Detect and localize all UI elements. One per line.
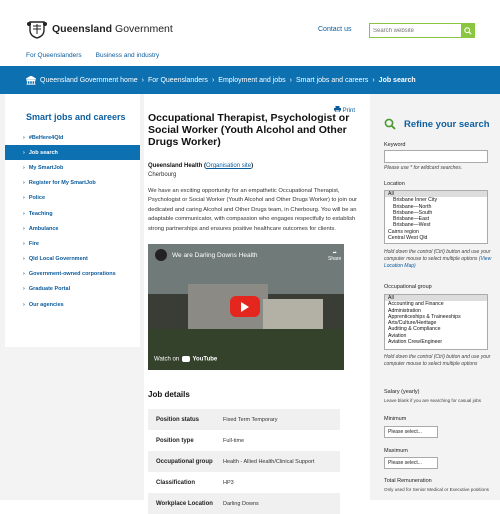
chevron-right-icon: › — [23, 164, 25, 171]
sidebar-title[interactable]: Smart jobs and careers — [26, 112, 126, 122]
chevron-right-icon: › — [289, 76, 292, 84]
select-option[interactable]: Brisbane Inner City — [393, 197, 438, 204]
sidebar-item-label: Fire — [28, 240, 39, 247]
play-button[interactable] — [230, 296, 260, 317]
table-row — [148, 409, 340, 430]
chevron-right-icon: › — [23, 180, 25, 187]
sidebar-item-label: Graduate Portal — [28, 286, 71, 293]
youtube-wordmark: YouTube — [192, 356, 218, 363]
chevron-right-icon: › — [23, 134, 25, 141]
chevron-right-icon: › — [23, 301, 25, 308]
table-row — [148, 493, 340, 514]
detail-label: Classification — [156, 479, 196, 486]
contact-us-link[interactable]: Contact us — [318, 26, 352, 33]
search-input[interactable] — [370, 24, 462, 37]
select-option[interactable]: Cairns region — [388, 228, 419, 235]
minimum-value: Please select... — [388, 429, 422, 435]
video-title[interactable]: We are Darling Downs Health — [172, 252, 258, 259]
select-option[interactable]: Brisbane—West — [393, 222, 431, 229]
crumb-home[interactable]: Queensland Government home — [40, 76, 138, 84]
sidebar-item[interactable] — [5, 191, 140, 206]
video-player[interactable] — [148, 244, 344, 370]
sidebar-item[interactable] — [5, 145, 140, 160]
select-option[interactable]: Central West Qld — [388, 235, 428, 242]
location-select[interactable] — [384, 190, 488, 244]
job-location: Cherbourg — [148, 172, 177, 178]
organisation-site-link[interactable]: Organisation site — [206, 163, 252, 169]
top-nav — [26, 52, 159, 59]
location-hint-text: Hold down the control (Ctrl) button and use your computer mouse to select multiple options — [384, 249, 491, 262]
table-row — [148, 451, 340, 472]
select-option[interactable]: Apprenticeships & Traineeships — [388, 313, 461, 320]
occupational-group-hint: Hold down the control (Ctrl) button and use your computer mouse to select multiple options — [384, 354, 491, 367]
keyword-input[interactable] — [384, 150, 488, 163]
sidebar-item-label: Job search — [28, 149, 58, 156]
chevron-right-icon: › — [23, 240, 25, 247]
sidebar-item-label: Qld Local Government — [28, 256, 88, 263]
sidebar-item-label: Our agencies — [28, 301, 64, 308]
keyword-label: Keyword — [384, 142, 406, 148]
employer-name: Queensland Health — [148, 163, 203, 169]
channel-avatar[interactable] — [154, 248, 168, 262]
share-icon: ➦ — [332, 250, 337, 256]
salary-label: Salary (yearly) — [384, 389, 420, 395]
refine-search-panel — [376, 100, 495, 500]
occupational-group-select[interactable] — [384, 294, 488, 350]
sidebar-item[interactable] — [5, 130, 140, 145]
site-search — [369, 23, 475, 38]
total-remuneration-hint: Only used for Senior Medical or Executive positions — [384, 487, 489, 492]
minimum-select[interactable] — [384, 426, 438, 438]
search-icon — [464, 27, 472, 35]
refine-heading — [384, 118, 490, 130]
site-header — [0, 0, 500, 64]
chevron-right-icon: › — [23, 149, 25, 156]
location-label: Location — [384, 181, 405, 187]
detail-value: Full-time — [223, 437, 245, 444]
section-nav — [5, 94, 140, 347]
detail-label: Position status — [156, 416, 200, 423]
maximum-value: Please select... — [388, 460, 422, 466]
sidebar-item[interactable] — [5, 160, 140, 175]
crumb-for-queenslanders[interactable]: For Queenslanders — [148, 76, 208, 84]
search-button[interactable] — [461, 24, 474, 37]
employer: Queensland Health (Organisation site) — [148, 163, 254, 169]
chevron-right-icon: › — [23, 271, 25, 278]
watch-prefix: Watch on — [154, 356, 180, 363]
crumb-smart-jobs[interactable]: Smart jobs and careers — [295, 76, 369, 84]
crest-icon — [26, 18, 48, 40]
select-option[interactable]: All — [385, 191, 487, 197]
share-button[interactable] — [328, 250, 341, 262]
sidebar-item-label: Ambulance — [28, 225, 59, 232]
detail-value: Health - Allied Health/Clinical Support — [223, 458, 315, 465]
select-option[interactable]: Accounting and Finance — [388, 301, 444, 308]
detail-value: HP3 — [223, 479, 234, 486]
select-option[interactable]: Auditing & Compliance — [388, 326, 441, 333]
sidebar-item-label: #BeHere4Qld — [28, 134, 64, 141]
select-option[interactable]: All — [385, 295, 487, 301]
refine-title: Refine your search — [404, 118, 490, 130]
search-icon — [384, 118, 396, 130]
occupational-group-label: Occupational group — [384, 284, 432, 290]
table-row — [148, 472, 340, 493]
select-option[interactable]: Administration — [388, 307, 421, 314]
sidebar-item[interactable] — [5, 236, 140, 251]
select-option[interactable]: Brisbane—North — [393, 203, 432, 210]
select-option[interactable]: Brisbane—South — [393, 209, 433, 216]
chevron-right-icon: › — [23, 210, 25, 217]
sidebar-item[interactable] — [5, 221, 140, 236]
detail-label: Position type — [156, 437, 194, 444]
sidebar-item-label: Government-owned corporations — [28, 271, 116, 278]
sidebar-item-label: Teaching — [28, 210, 53, 217]
detail-label: Workplace Location — [156, 500, 213, 507]
crumb-employment[interactable]: Employment and jobs — [218, 76, 286, 84]
youtube-icon — [182, 356, 190, 362]
topnav-for-queenslanders[interactable]: For Queenslanders — [26, 52, 82, 59]
chevron-right-icon: › — [141, 76, 145, 84]
table-row — [148, 430, 340, 451]
keyword-hint: Please use * for wildcard searches. — [384, 165, 463, 171]
job-detail — [144, 94, 370, 507]
select-option[interactable]: Aviation — [388, 332, 407, 339]
crumb-job-search: Job search — [378, 76, 416, 84]
sidebar-item[interactable] — [5, 267, 140, 282]
sidebar-item[interactable] — [5, 282, 140, 297]
detail-label: Occupational group — [156, 458, 213, 465]
sidebar-item[interactable] — [5, 206, 140, 221]
minimum-label: Minimum — [384, 416, 407, 422]
total-remuneration-label: Total Remuneration — [384, 478, 432, 484]
chevron-right-icon: › — [23, 225, 25, 232]
qld-gov-logo[interactable] — [26, 18, 173, 40]
chevron-right-icon: › — [23, 195, 25, 202]
chevron-right-icon: › — [23, 286, 25, 293]
video-trees — [148, 329, 344, 370]
sidebar-item[interactable] — [5, 176, 140, 191]
sidebar-item[interactable] — [5, 297, 140, 312]
chevron-right-icon: › — [372, 76, 375, 84]
job-details-heading: Job details — [148, 390, 190, 399]
job-details-table — [148, 409, 340, 514]
print-label: Print — [342, 108, 356, 114]
watch-on-youtube[interactable] — [154, 356, 217, 363]
job-description: We have an exciting opportunity for an empathetic Occupational Therapist, Psychologist or Social Worker (Youth Alcohol and Other Drugs Worker) to join our dedicated and caring Alcohol and Other Drugs team, in Cherbourg. You will be an adaptable communicator, with compassion who engages respectfully to establish strong partnerships and ensures positive healthcare outcomes for clients. — [148, 188, 357, 232]
topnav-business[interactable]: Business and industry — [95, 52, 160, 59]
location-hint — [384, 249, 492, 270]
play-icon — [241, 302, 249, 312]
salary-hint: Leave blank if you are searching for casual jobs — [384, 398, 482, 403]
select-option[interactable]: Brisbane—East — [393, 216, 430, 223]
sidebar-item-label: Register for My SmartJob — [28, 180, 96, 187]
logo-brand: Queensland — [52, 23, 113, 35]
detail-value: Fixed Term Temporary — [223, 416, 278, 423]
view-location-map-link[interactable]: (View Location Map) — [384, 256, 492, 269]
chevron-right-icon: › — [23, 256, 25, 263]
detail-value: Darling Downs — [223, 500, 259, 507]
logo-rest: Government — [115, 23, 173, 35]
maximum-label: Maximum — [384, 448, 408, 454]
share-label: Share — [328, 256, 342, 262]
page-title: Occupational Therapist, Psychologist or Social Worker (Youth Alcohol and Other Drugs Worker) — [148, 112, 350, 148]
maximum-select[interactable] — [384, 457, 438, 469]
select-option[interactable]: Aviation Crew/Engineer — [388, 339, 443, 346]
sidebar-items — [5, 130, 140, 312]
sidebar-item-label: Police — [28, 195, 46, 202]
sidebar-item-label: My SmartJob — [28, 164, 64, 171]
sidebar-item[interactable] — [5, 252, 140, 267]
chevron-right-icon: › — [211, 76, 215, 84]
select-option[interactable]: Arts/Culture/Heritage — [388, 320, 437, 327]
breadcrumb — [0, 66, 500, 94]
government-building-icon — [26, 76, 36, 85]
